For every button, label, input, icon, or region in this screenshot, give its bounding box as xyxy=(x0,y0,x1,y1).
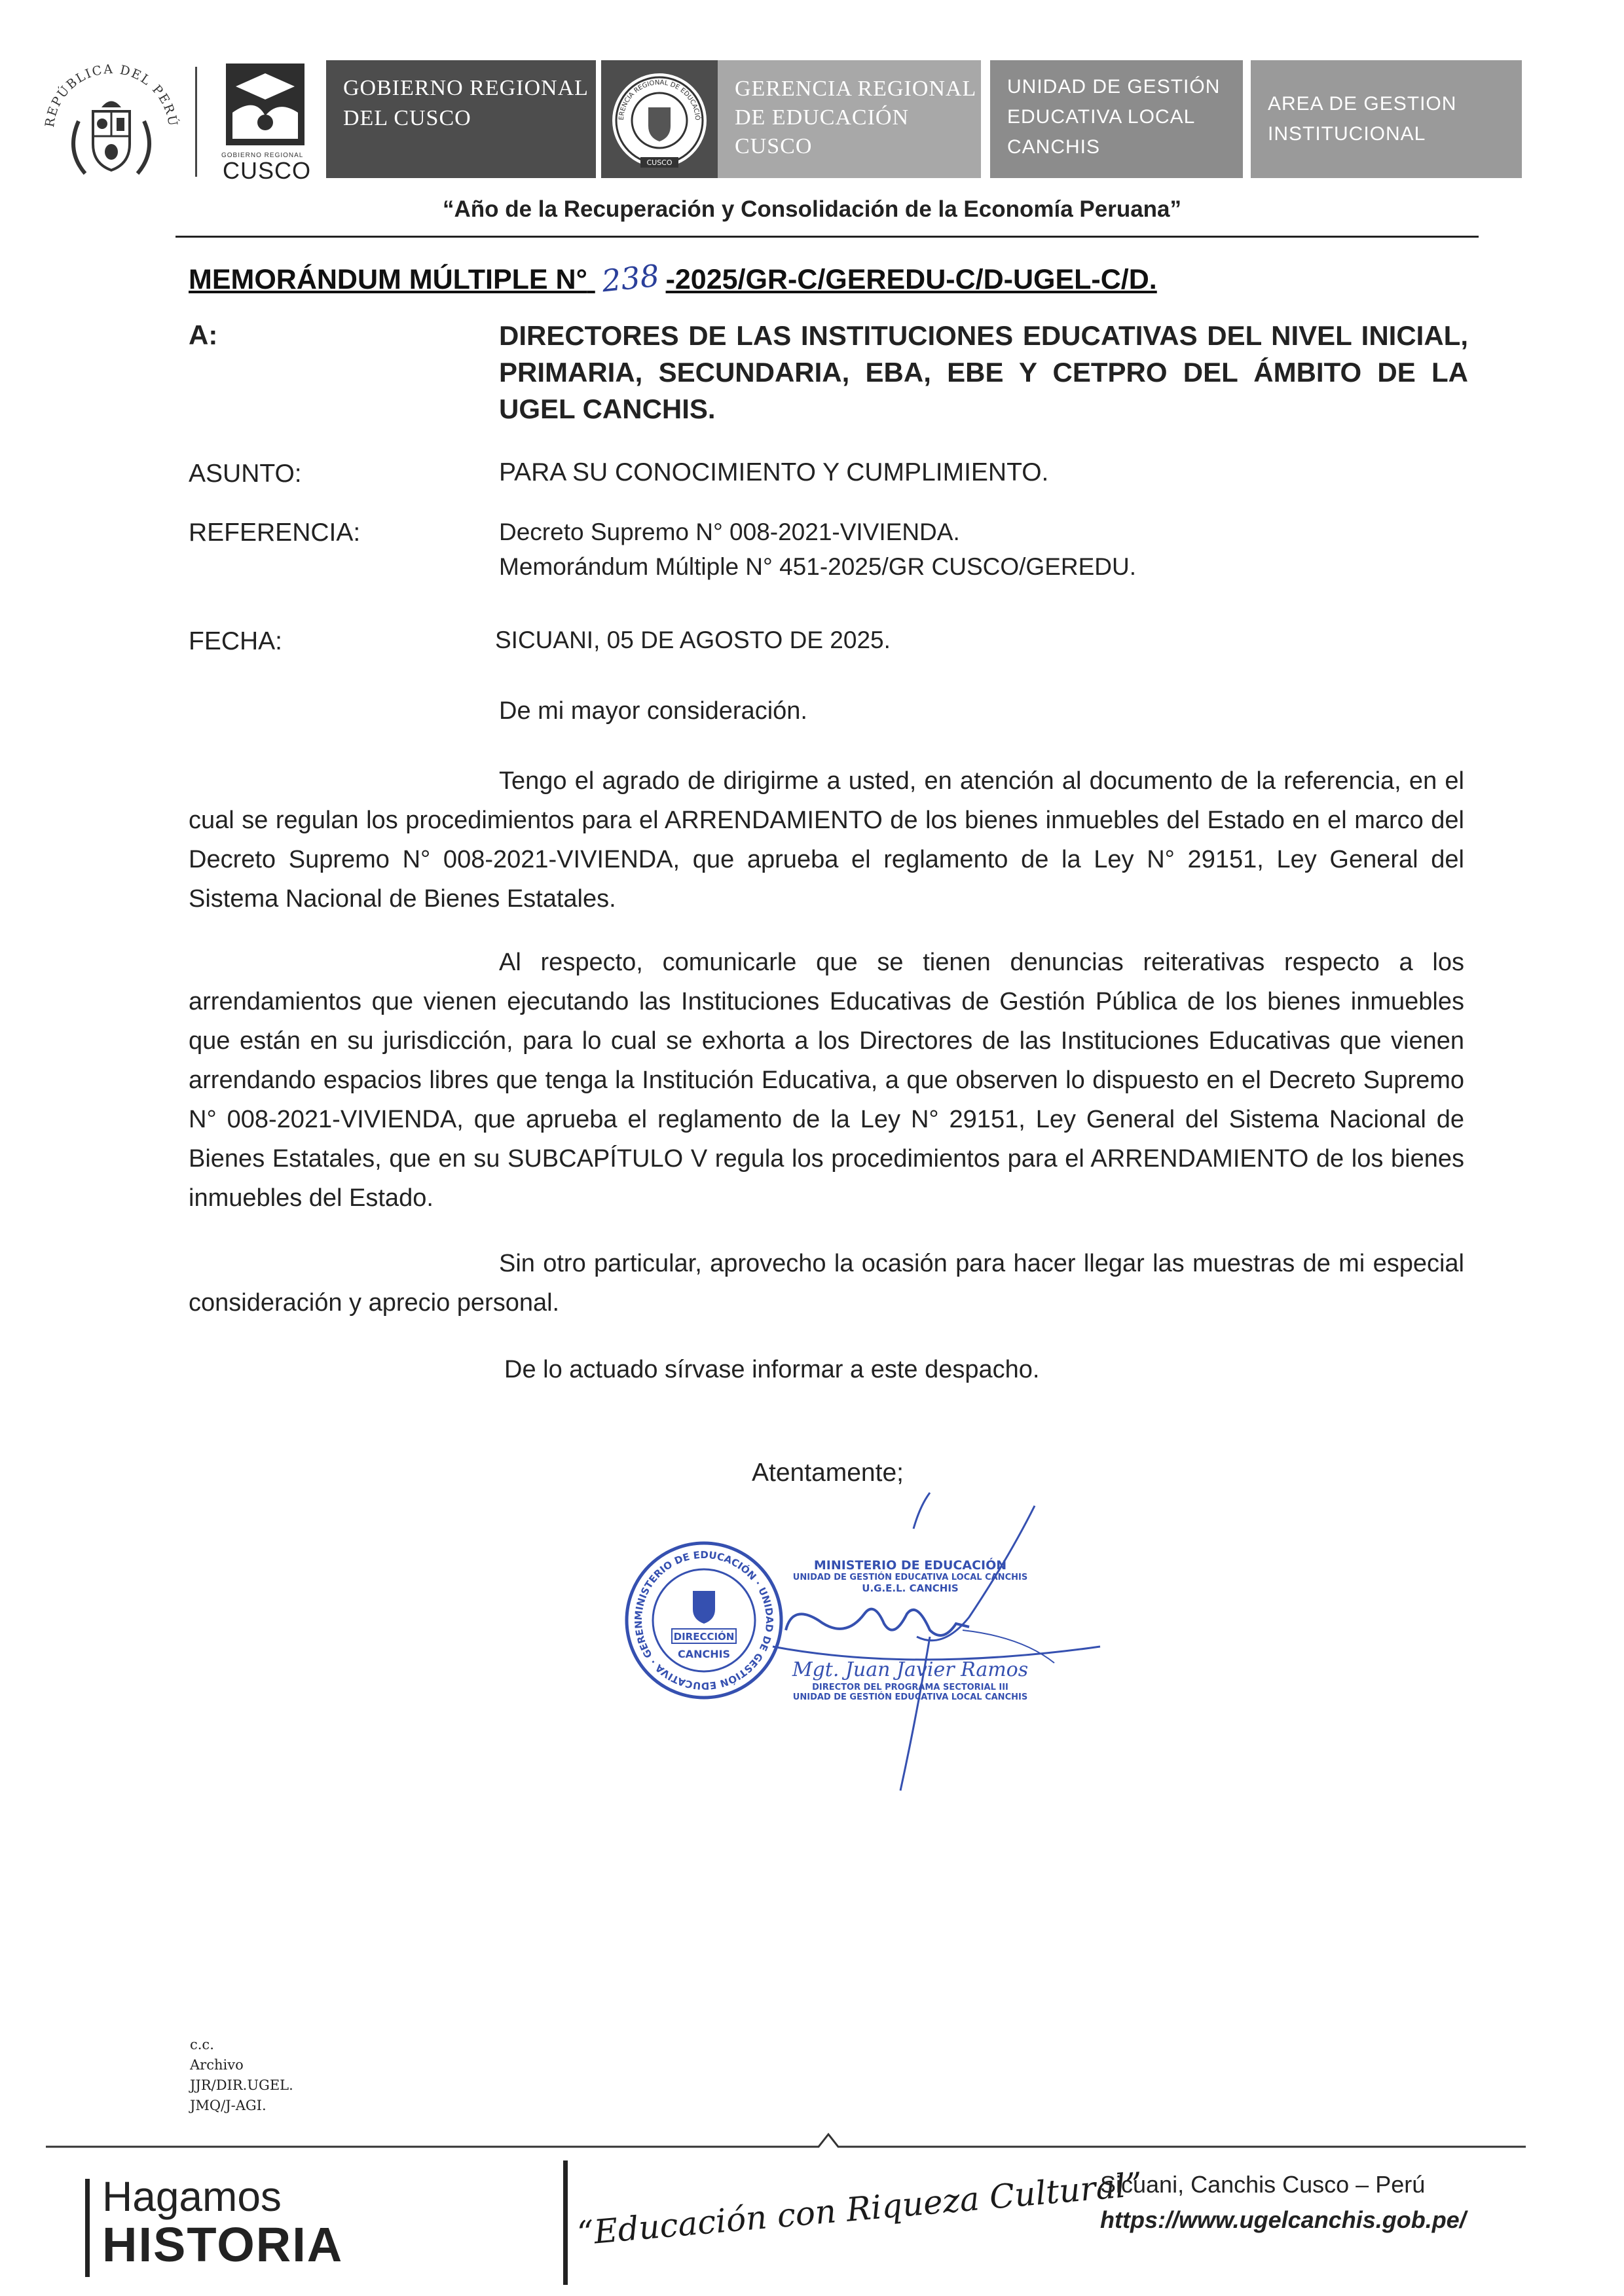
header-box-gerencia-line1: GERENCIA REGIONAL xyxy=(735,77,977,101)
closing: Atentamente; xyxy=(752,1459,904,1487)
date-label: FECHA: xyxy=(189,627,283,655)
gerencia-seal xyxy=(601,60,718,178)
stamp-center-text: DIRECCIÓN xyxy=(673,1631,735,1643)
paragraph-4: De lo actuado sírvase informar a este despacho. xyxy=(504,1356,1040,1383)
footer-motto-divider xyxy=(563,2160,568,2285)
stamp-ring-text: MINISTERIO DE EDUCACIÓN · UNIDAD DE GESTIÓN EDUCATIVA · GEREN xyxy=(632,1548,776,1692)
signatory-role-2: UNIDAD DE GESTIÓN EDUCATIVA LOCAL CANCHIS xyxy=(792,1692,1028,1702)
footer-location: Sicuani, Canchis Cusco – Perú xyxy=(1100,2171,1426,2198)
header-box-gobierno-line1: GOBIERNO REGIONAL xyxy=(343,76,589,100)
reference-label: REFERENCIA: xyxy=(189,519,361,547)
historia-text: HISTORIA xyxy=(102,2217,344,2272)
header-box-area-line2: INSTITUCIONAL xyxy=(1268,123,1426,145)
signatory-name: Mgt. Juan Javier Ramos xyxy=(792,1658,1029,1681)
year-motto: “Año de la Recuperación y Consolidación de la Economía Peruana” xyxy=(442,196,1182,222)
header-box-area-line1: AREA DE GESTION xyxy=(1268,93,1457,115)
header-box-area xyxy=(1251,60,1522,178)
to-value: DIRECTORES DE LAS INSTITUCIONES EDUCATIVAS DEL NIVEL INICIAL, PRIMARIA, SECUNDARIA, EBA, EBE Y CETPRO DEL ÁMBITO DE LA UGEL CANCHIS. xyxy=(499,320,1468,424)
footer-url[interactable]: https://www.ugelcanchis.gob.pe/ xyxy=(1100,2206,1466,2233)
header-box-gobierno-line2: DEL CUSCO xyxy=(343,106,471,130)
cusco-logo xyxy=(216,60,314,184)
subject-value: PARA SU CONOCIMIENTO Y CUMPLIMIENTO. xyxy=(499,458,1049,486)
stamp-town-text: CANCHIS xyxy=(677,1648,731,1660)
reference-2: Memorándum Múltiple N° 451-2025/GR CUSCO/GEREDU. xyxy=(499,553,1137,580)
peru-coat-of-arms xyxy=(39,59,183,190)
header-rule xyxy=(175,236,1479,238)
cc-line-4: JMQ/J-AGI. xyxy=(190,2098,267,2113)
signature-block-line3: U.G.E.L. CANCHIS xyxy=(862,1582,959,1594)
header-box-ugel-line2: EDUCATIVA LOCAL xyxy=(1007,106,1196,128)
crest-text: REPÚBLICA DEL PERÚ xyxy=(42,62,181,128)
cc-line-3: JJR/DIR.UGEL. xyxy=(190,2077,293,2093)
paragraph-3: Sin otro particular, aprovecho la ocasión para hacer llegar las muestras de mi especial consideración y aprecio personal. xyxy=(189,1250,1464,1317)
header-box-ugel-line1: UNIDAD DE GESTIÓN xyxy=(1007,76,1221,98)
cc-line-1: c.c. xyxy=(190,2037,214,2052)
handwritten-signature xyxy=(747,1467,1113,1807)
memo-title xyxy=(189,257,1157,299)
header-box-gerencia-line3: CUSCO xyxy=(735,134,813,158)
signature-block-line1: MINISTERIO DE EDUCACIÓN xyxy=(813,1558,1007,1573)
paragraph-1: Tengo el agrado de dirigirme a usted, en atención al documento de la referencia, en el cual se regulan los procedimientos para el ARRENDAMIENTO de los bienes inmuebles del Estado en el marco del Decreto Supremo N° 008-2021-VIVIENDA, que aprueba el reglamento de la Ley N° 29151, Ley General del Sistema Nacional de Bienes Estatales. xyxy=(189,767,1464,913)
cusco-logo-text: CUSCO xyxy=(223,157,312,184)
cc-list xyxy=(190,2035,293,2116)
memo-title-prefix: MEMORÁNDUM MÚLTIPLE N° xyxy=(189,264,587,295)
greeting: De mi mayor consideración. xyxy=(499,697,807,725)
header-divider xyxy=(195,67,197,177)
gerencia-seal-icon xyxy=(601,60,718,178)
cusco-small-text: GOBIERNO REGIONAL xyxy=(221,152,304,159)
signatory-role-1: DIRECTOR DEL PROGRAMA SECTORIAL III xyxy=(812,1683,1008,1692)
paragraph-2: Al respecto, comunicarle que se tienen denuncias reiterativas respecto a los arrendamientos que vienen ejecutando las Instituciones Educativas de Gestión Pública de los bienes inmuebles que están en su jurisdicción, para lo cual se exhorta a los Directores de las Instituciones Educativas que vienen arrendando espacios libres que tenga la Institución Educativa, a que observen lo dispuesto en el Decreto Supremo N° 008-2021-VIVIENDA, que aprueba el reglamento de la Ley N° 29151, Ley General del Sistema Nacional de Bienes Estatales, que en su SUBCAPÍTULO V regula los procedimientos para el ARRENDAMIENTO de los bienes inmuebles del Estado. xyxy=(189,949,1464,1212)
cc-line-2: Archivo xyxy=(190,2057,244,2073)
cusco-emblem-icon xyxy=(216,60,314,152)
to-label: A: xyxy=(189,319,218,350)
reference-1: Decreto Supremo N° 008-2021-VIVIENDA. xyxy=(499,519,960,545)
hagamos-bar xyxy=(85,2179,90,2277)
date-value: SICUANI, 05 DE AGOSTO DE 2025. xyxy=(495,627,891,653)
footer-motto: “Educación con Riqueza Cultural” xyxy=(576,2165,1144,2253)
hagamos-text: Hagamos xyxy=(102,2173,282,2220)
subject-label: ASUNTO: xyxy=(189,460,302,488)
coat-of-arms-icon xyxy=(39,59,183,190)
seal-ring-text: ERENCIA REGIONAL DE EDUCACIÓ xyxy=(618,79,701,121)
header-box-gerencia xyxy=(718,60,981,178)
seal-bottom-text: CUSCO xyxy=(646,158,673,167)
header-box-gobierno xyxy=(326,60,596,178)
header-box-gerencia-line2: DE EDUCACIÓN xyxy=(735,105,910,130)
header-box-ugel xyxy=(990,60,1243,178)
memo-number-handwritten: 238 xyxy=(600,257,661,299)
signature-block-line2: UNIDAD DE GESTIÓN EDUCATIVA LOCAL CANCHIS xyxy=(792,1573,1028,1582)
header-box-ugel-line3: CANCHIS xyxy=(1007,136,1101,158)
footer-rule xyxy=(46,2130,1526,2150)
memo-title-suffix: -2025/GR-C/GEREDU-C/D-UGEL-C/D. xyxy=(665,264,1157,295)
